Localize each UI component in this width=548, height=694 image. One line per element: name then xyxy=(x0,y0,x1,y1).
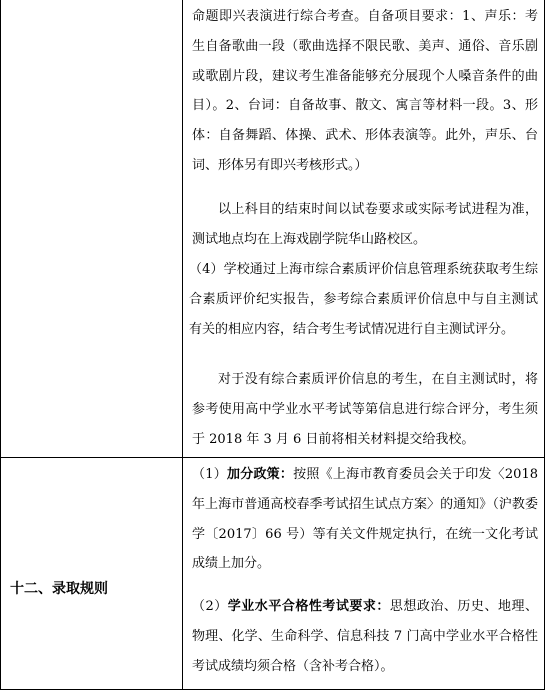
item-heading: 学业水平合格性考试要求： xyxy=(227,599,390,614)
admission-item-bonus-policy xyxy=(192,460,538,579)
paragraph-performance-requirements: 命题即兴表演进行综合考查。自备项目要求：1、声乐：考生自备歌曲一段（歌曲选择不限民歌、美声、通俗、音乐剧或歌剧片段，建议考生准备能够充分展现个人嗓音条件的曲目）。2、台词：自备故事、散文、寓言等材料一段。3、形体：自备舞蹈、体操、武术、形体表演等。此外，声乐、台词、形体另有即兴考核形式。） xyxy=(192,9,538,173)
item-number: （1） xyxy=(192,467,227,482)
paragraph-no-evaluation-info: 对于没有综合素质评价信息的考生，在自主测试时，将参考使用高中学业水平考试等第信息进行综合评分，考生须于 2018 年 3 月 6 日前将相关材料提交给我校。 xyxy=(192,372,538,447)
row-divider xyxy=(0,457,545,458)
admission-item-proficiency-requirement xyxy=(192,592,538,681)
paragraph-comprehensive-evaluation: （4）学校通过上海市综合素质评价信息管理系统获取考生综合素质评价纪实报告，参考综合素质评价信息中与自主测试有关的相应内容，结合考生考试情况进行自主测试评分。 xyxy=(189,262,538,337)
item-text: 按照《上海市教育委员会关于印发〈2018 年上海市普通高校春季考试招生试点方案〉的通知》（沪教委学〔2017〕66 号）等有关文件规定执行，在统一文化考试成绩上加分。 xyxy=(192,467,538,572)
table-right-border xyxy=(544,0,545,690)
item-heading: 加分政策： xyxy=(226,467,294,482)
item-number: （2） xyxy=(192,599,228,614)
column-divider xyxy=(182,0,183,690)
paragraph-test-location: 以上科目的结束时间以试卷要求或实际考试进程为准，测试地点均在上海戏剧学院华山路校区。 xyxy=(192,202,538,247)
table-left-border xyxy=(0,0,1,690)
item-text: 思想政治、历史、地理、物理、化学、生命科学、信息科技 7 门高中学业水平合格性考试成绩均须合格（含补考合格）。 xyxy=(192,599,538,674)
table-bottom-border xyxy=(0,689,545,690)
section-label-admission-rules: 十二、录取规则 xyxy=(10,581,108,597)
